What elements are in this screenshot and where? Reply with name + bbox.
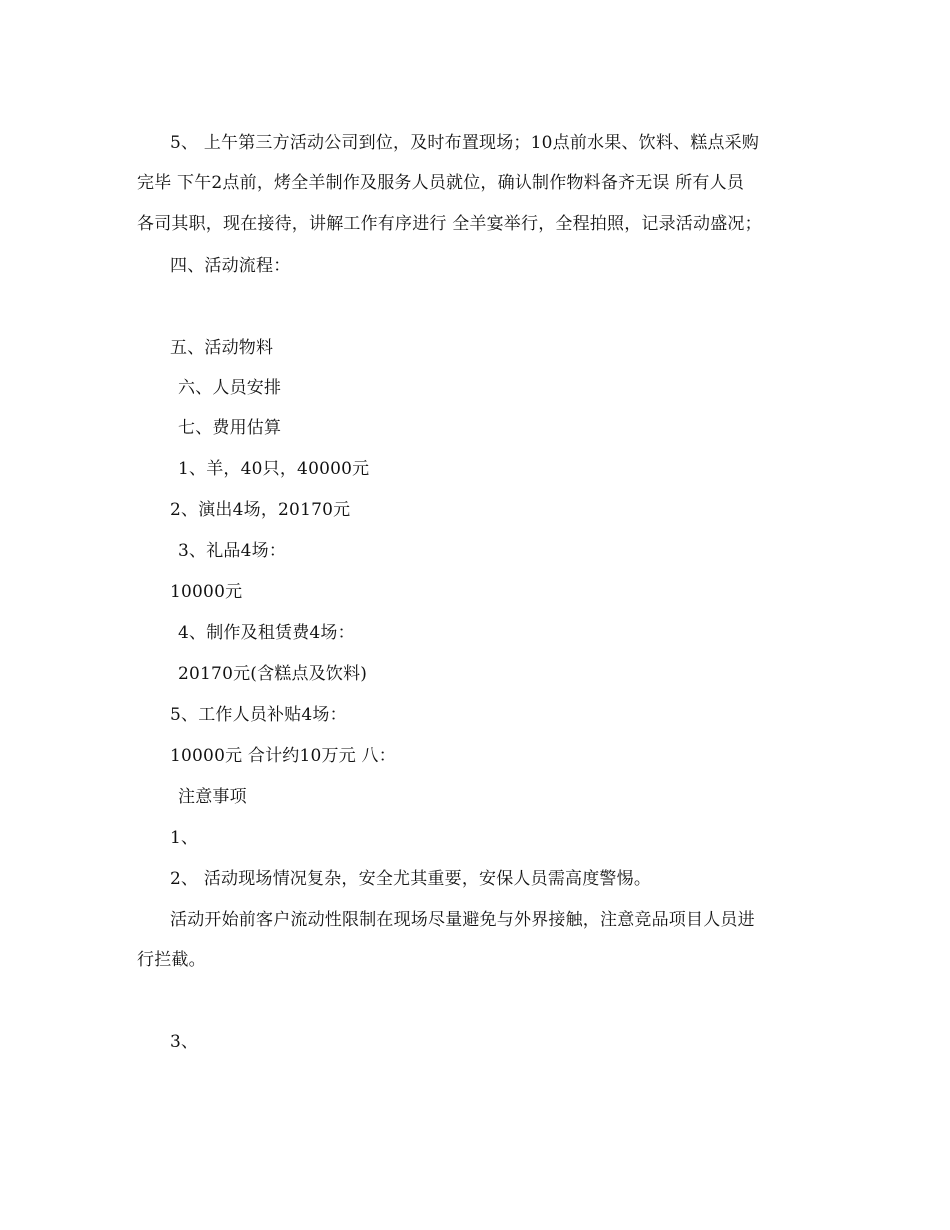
heading-notes: 注意事项 [178,787,247,807]
note-item-3: 3、 [170,1032,199,1052]
paragraph-5-line-2: 完毕 下午2点前，烤全羊制作及服务人员就位，确认制作物料备齐无误 所有人员 [137,173,745,193]
heading-staffing: 六、人员安排 [178,378,282,398]
cost-item-4: 4、制作及租赁费4场： [178,623,355,643]
note-item-2: 2、 活动现场情况复杂，安全尤其重要，安保人员需高度警惕。 [170,869,652,889]
note-item-1: 1、 [170,828,199,848]
cost-item-3-amount: 10000元 [170,582,243,602]
cost-item-5-amount-total: 10000元 合计约10万元 八： [170,746,396,766]
heading-activity-materials: 五、活动物料 [170,338,274,358]
note-item-2-continuation-line-2: 行拦截。 [137,950,206,970]
note-item-2-continuation-line-1: 活动开始前客户流动性限制在现场尽量避免与外界接触，注意竞品项目人员进 [170,910,755,930]
cost-item-5: 5、工作人员补贴4场： [170,705,347,725]
cost-item-2: 2、演出4场，20170元 [170,500,351,520]
heading-cost-estimate: 七、费用估算 [178,418,282,438]
paragraph-5-line-3: 各司其职，现在接待，讲解工作有序进行 全羊宴举行，全程拍照，记录活动盛况； [137,214,762,234]
paragraph-5-line-1: 5、 上午第三方活动公司到位，及时布置现场；10点前水果、饮料、糕点采购 [170,133,760,153]
heading-activity-flow: 四、活动流程： [170,256,291,276]
cost-item-3: 3、礼品4场： [178,541,287,561]
cost-item-4-amount: 20170元(含糕点及饮料) [178,664,368,684]
cost-item-1: 1、羊，40只，40000元 [178,459,370,479]
